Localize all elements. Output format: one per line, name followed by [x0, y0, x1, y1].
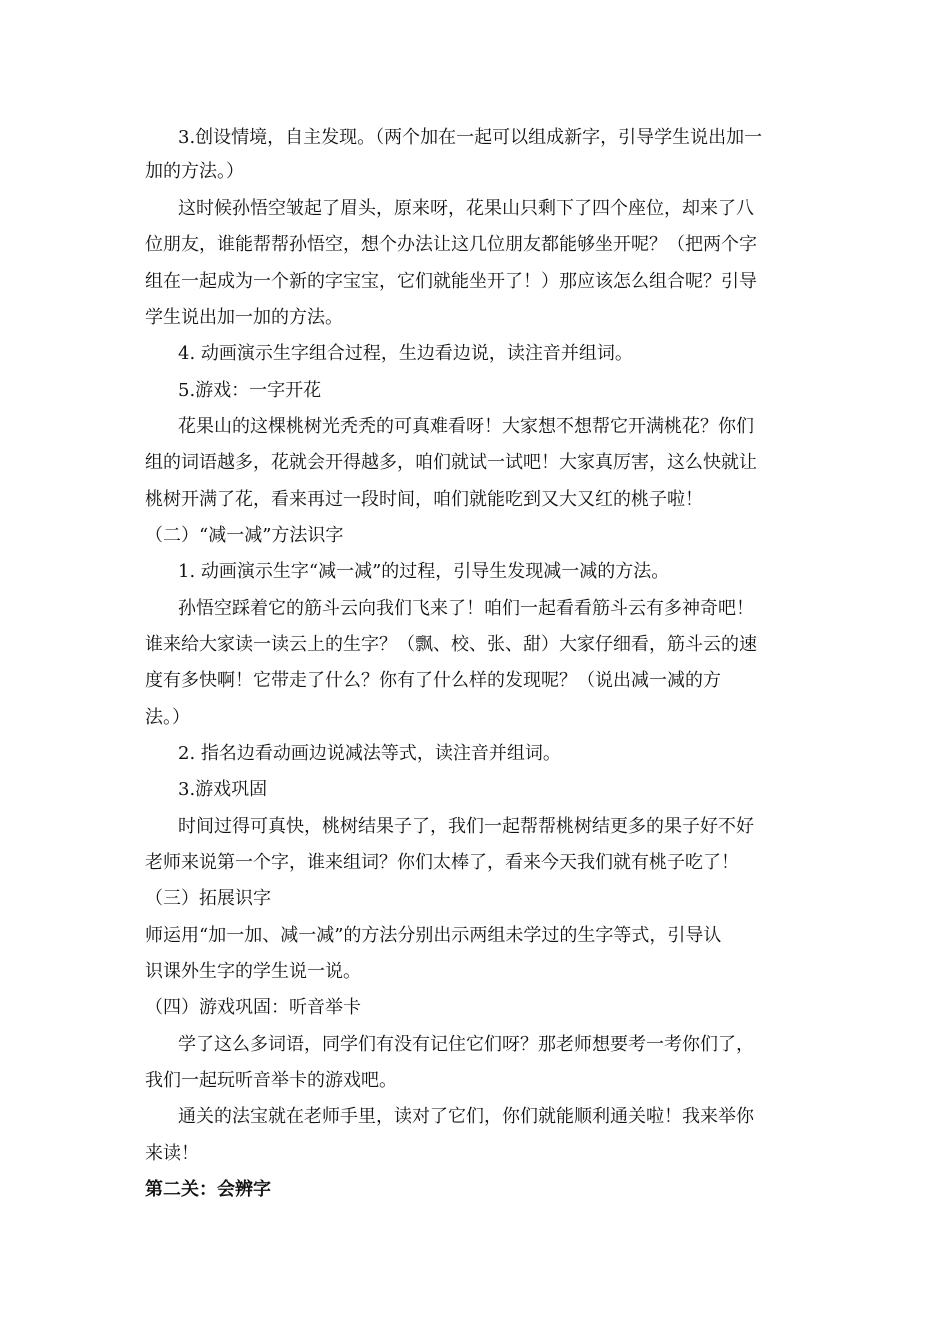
paragraph-line: 加的方法。）	[145, 161, 244, 182]
paragraph-line: 1. 动画演示生字“减一减”的过程，引导生发现减一减的方法。	[178, 561, 670, 582]
paragraph-line: 学了这么多词语，同学们有没有记住它们呀？那老师想要考一考你们了，	[178, 1034, 754, 1055]
paragraph-line: 位朋友，谁能帮帮孙悟空，想个办法让这几位朋友都能够坐开呢？（把两个字	[145, 234, 757, 255]
paragraph-line: 老师来说第一个字，谁来组词？你们太棒了，看来今天我们就有桃子吃了！	[145, 852, 739, 873]
paragraph-line: 孙悟空踩着它的筋斗云向我们飞来了！咱们一起看看筋斗云有多神奇吧！	[178, 598, 754, 619]
section-heading: （三）拓展识字	[145, 888, 271, 909]
paragraph-line: 3.创设情境，自主发现。（两个加在一起可以组成新字，引导学生说出加一	[178, 127, 763, 148]
paragraph-line: 这时候孙悟空皱起了眉头，原来呀，花果山只剩下了四个座位，却来了八	[178, 198, 754, 219]
paragraph-line: 5.游戏：一字开花	[178, 380, 322, 401]
paragraph-line: 师运用“加一加、减一减”的方法分别出示两组未学过的生字等式，引导认	[145, 925, 722, 946]
paragraph-line: 组的词语越多，花就会开得越多，咱们就试一试吧！大家真厉害，这么快就让	[145, 452, 757, 473]
level-heading: 第二关：会辨字	[145, 1179, 271, 1200]
section-heading: （二）“减一减”方法识字	[145, 525, 344, 546]
paragraph-line: 2. 指名边看动画边说减法等式，读注音并组词。	[178, 743, 561, 764]
paragraph-line: 桃树开满了花，看来再过一段时间，咱们就能吃到又大又红的桃子啦！	[145, 489, 703, 510]
paragraph-line: 法。）	[145, 707, 190, 728]
paragraph-line: 花果山的这棵桃树光秃秃的可真难看呀！大家想不想帮它开满桃花？你们	[178, 416, 754, 437]
paragraph-line: 我们一起玩听音举卡的游戏吧。	[145, 1070, 397, 1091]
paragraph-line: 学生说出加一加的方法。	[145, 307, 343, 328]
paragraph-line: 识课外生字的学生说一说。	[145, 961, 361, 982]
paragraph-line: 3.游戏巩固	[178, 779, 268, 800]
paragraph-line: 组在一起成为一个新的字宝宝，它们就能坐开了！）那应该怎么组合呢？引导	[145, 271, 757, 292]
paragraph-line: 时间过得可真快，桃树结果子了，我们一起帮帮桃树结更多的果子好不好	[178, 816, 754, 837]
paragraph-line: 通关的法宝就在老师手里，读对了它们，你们就能顺利通关啦！我来举你	[178, 1106, 754, 1127]
paragraph-line: 4. 动画演示生字组合过程，生边看边说，读注音并组词。	[178, 343, 633, 364]
section-heading: （四）游戏巩固：听音举卡	[145, 997, 361, 1018]
paragraph-line: 来读！	[145, 1143, 199, 1164]
paragraph-line: 谁来给大家读一读云上的生字？（飘、校、张、甜）大家仔细看，筋斗云的速	[145, 634, 757, 655]
paragraph-line: 度有多快啊！它带走了什么？你有了什么样的发现呢？（说出减一减的方	[145, 670, 721, 691]
